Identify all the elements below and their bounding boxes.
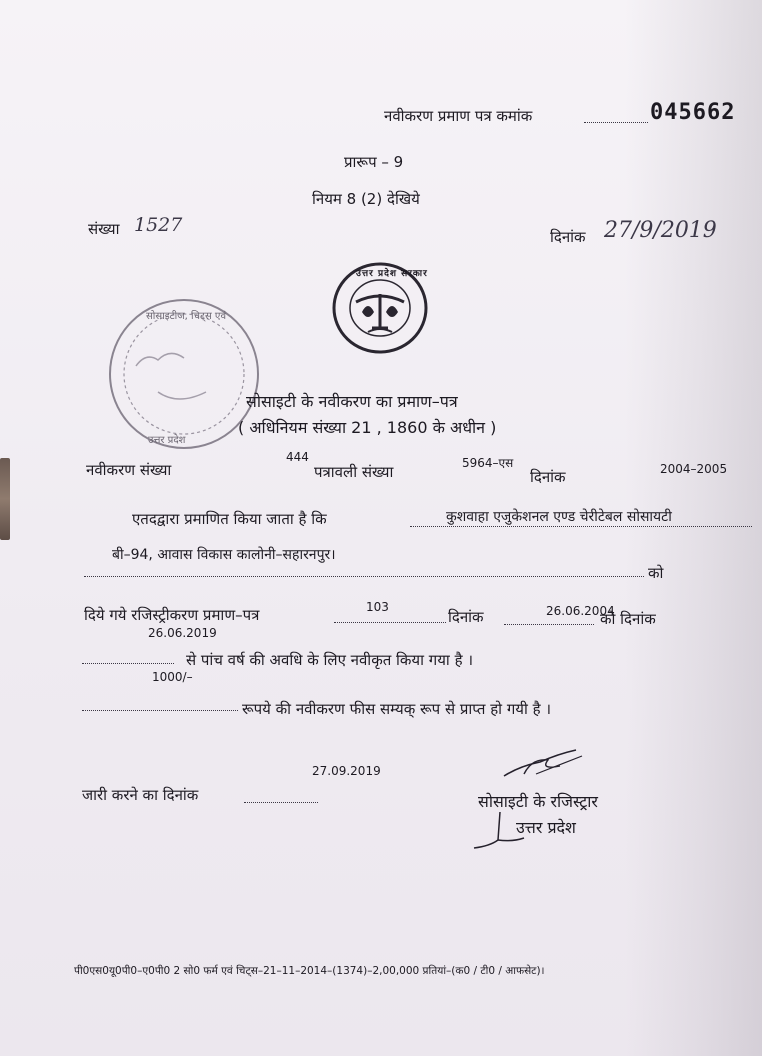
date-handwritten: 27/9/2019	[604, 218, 717, 243]
address: बी–94, आवास विकास कालोनी–सहारनपुर।	[112, 547, 336, 563]
title-line-1: सोसाइटी के नवीकरण का प्रमाण–पत्र	[246, 392, 458, 411]
signature-icon	[500, 744, 588, 784]
emblem-text: उत्तर प्रदेश सरकार	[356, 269, 428, 279]
print-line: पी0एस0यू0पी0–ए0पी0 2 सो0 फर्म एवं चिट्स–21–11–2014–(1374)–2,00,000 प्रतियां–(क0 / टी0 / आफसेट)।	[74, 965, 545, 977]
seal-text-top: सोसाइटीज, चिट्स एवं	[146, 311, 227, 322]
registrar-line-1: सोसाइटी के रजिस्ट्रार	[478, 792, 598, 811]
date-label: दिनांक	[550, 228, 586, 246]
reg-date-label: दिनांक	[530, 468, 566, 486]
society-name: कुशवाहा एजुकेशनल एण्ड चेरीटेबल सोसायटी	[446, 509, 672, 525]
reg-date-dots	[504, 624, 594, 625]
renewed-text: से पांच वर्ष की अवधि के लिए नवीकृत किया गया है ।	[186, 651, 474, 669]
fee-text: रूपये की नवीकरण फीस सम्यक् रूप से प्राप्त हो गयी है ।	[242, 700, 552, 718]
file-no-value: 5964–एस	[462, 456, 514, 470]
issue-date-label: जारी करने का दिनांक	[82, 786, 199, 804]
certify-text: एतदद्वारा प्रमाणित किया जाता है कि	[132, 510, 327, 528]
reg-cert-no: 103	[366, 600, 389, 614]
form-name: प्रारूप – 9	[344, 153, 404, 171]
renewal-no-value: 444	[286, 450, 309, 464]
cert-no-value: 045662	[650, 100, 736, 125]
title-line-2: ( अधिनियम संख्या 21 , 1860 के अधीन )	[238, 418, 497, 437]
number-label: संख्या	[88, 220, 120, 238]
issued-date-label: दिनांक	[448, 608, 484, 626]
renewal-no-label: नवीकरण संख्या	[86, 461, 172, 479]
renewal-from-dots	[82, 663, 174, 664]
cert-no-dots	[584, 122, 648, 123]
registrar-line-2: उत्तर प्रदेश	[516, 818, 576, 837]
number-handwritten: 1527	[134, 214, 183, 236]
reg-date-value: 26.06.2004	[546, 604, 615, 618]
address-dots	[84, 576, 644, 577]
seal-text-bottom: उत्तर प्रदेश	[148, 435, 186, 446]
reg-cert-dots	[334, 622, 446, 623]
year-range: 2004–2005	[660, 462, 728, 476]
issued-text: दिये गये रजिस्ट्रीकरण प्रमाण–पत्र	[84, 606, 260, 624]
issue-date-value: 27.09.2019	[312, 764, 381, 778]
cert-no-label: नवीकरण प्रमाण पत्र कमांक	[384, 107, 533, 125]
ko-text: को	[648, 564, 664, 582]
renewal-from: 26.06.2019	[148, 626, 217, 640]
fee-amount: 1000/–	[152, 670, 193, 684]
fee-dots	[82, 710, 238, 711]
ki-dinank-text: को दिनांक	[600, 610, 656, 628]
file-no-label: पत्रावली संख्या	[314, 463, 394, 481]
rule-ref: नियम 8 (2) देखिये	[312, 190, 420, 208]
society-dots	[410, 526, 752, 527]
staple-mark	[0, 458, 10, 540]
issue-date-dots	[244, 802, 318, 803]
